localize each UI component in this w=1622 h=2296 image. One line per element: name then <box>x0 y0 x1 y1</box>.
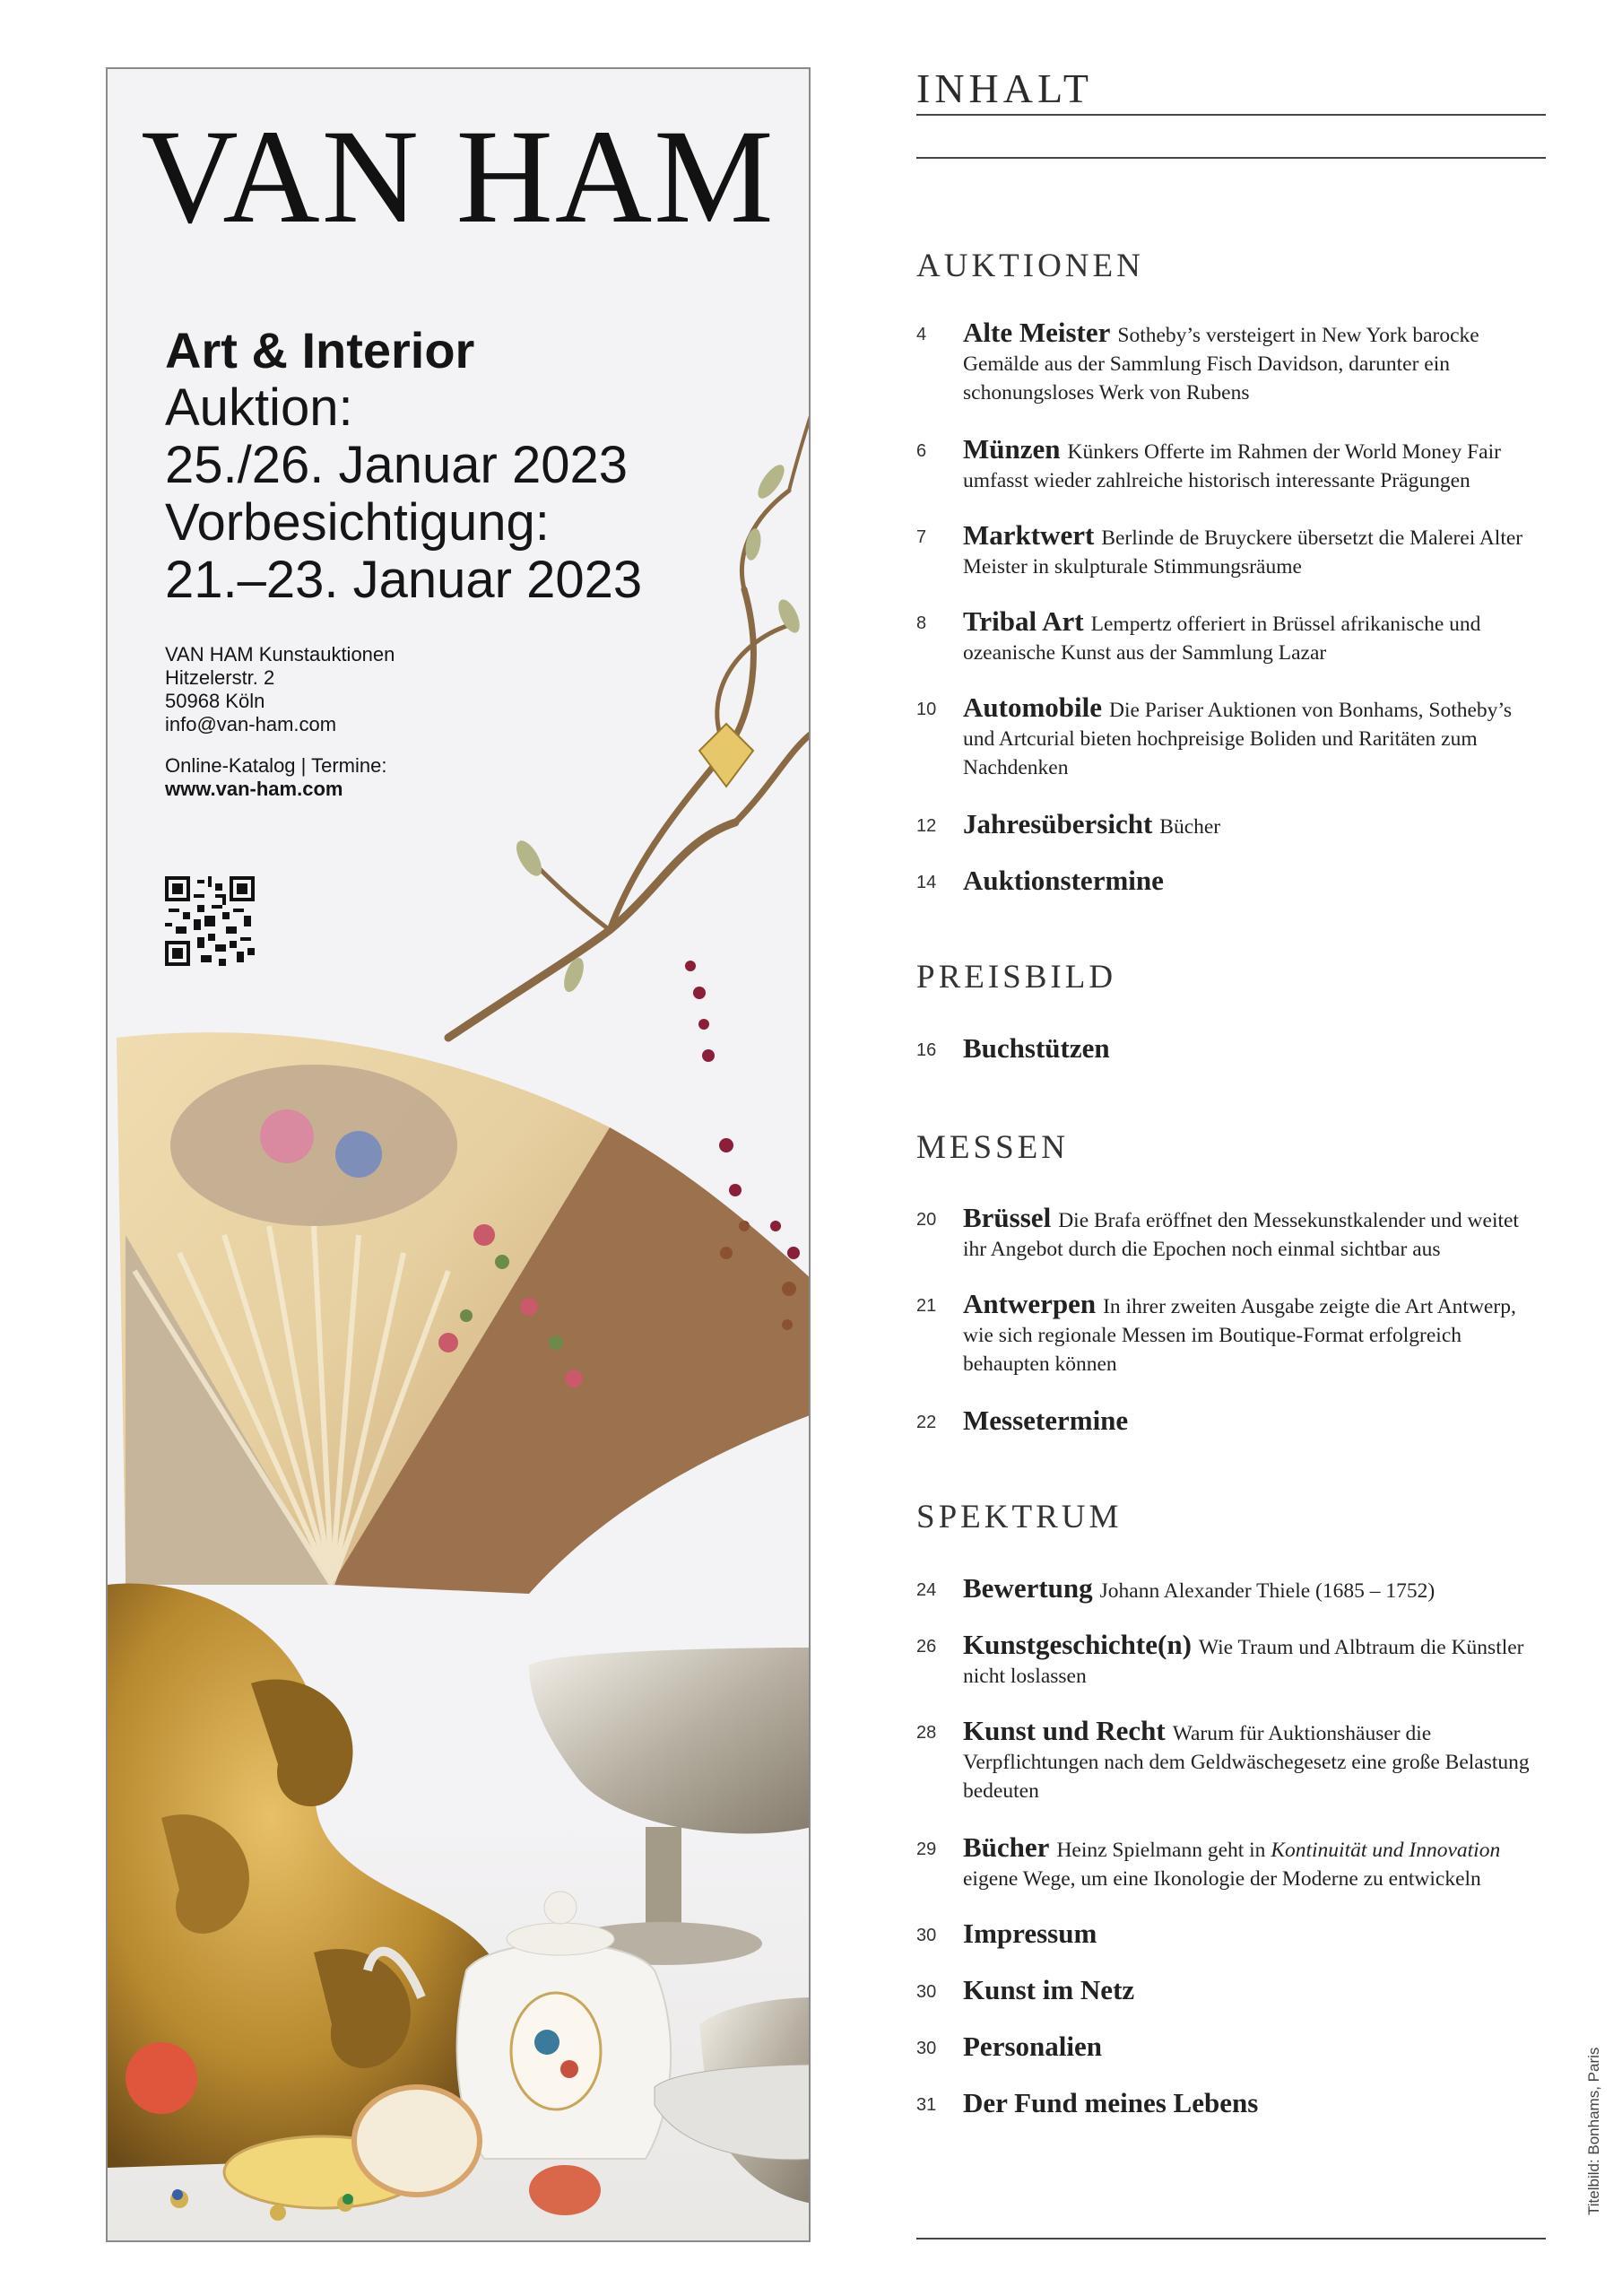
page-number: 12 <box>916 816 937 836</box>
company-name: VAN HAM Kunstauktionen <box>165 643 395 665</box>
bottom-rule <box>916 2238 1546 2239</box>
page-number: 6 <box>916 441 927 461</box>
entry-heading: Münzen <box>963 433 1061 465</box>
ad-text-block <box>165 322 642 801</box>
toc-entry[interactable] <box>916 1976 1546 2007</box>
preview-dates: 21.–23. Januar 2023 <box>165 551 643 609</box>
entry-description: Die Brafa eröffnet den Messekunstkalender und weitet ihr Angebot durch die Epochen noch einmal sichtbar aus <box>963 1209 1519 1261</box>
street-address: Hitzelerstr. 2 <box>165 666 275 689</box>
preview-label: Vorbesichtigung: <box>165 493 550 552</box>
title-rule-top <box>916 114 1546 116</box>
toc-entry[interactable] <box>916 2032 1546 2064</box>
ad-online <box>165 754 642 801</box>
toc-entry[interactable] <box>916 1574 1546 1605</box>
entry-heading: Kunst und Recht <box>963 1715 1166 1746</box>
toc-entry[interactable] <box>916 1204 1546 1264</box>
entry-heading: Impressum <box>963 1918 1097 1949</box>
page-number: 29 <box>916 1839 937 1859</box>
coral-ornament <box>126 2042 197 2114</box>
photo-credit: Titelbild: Bonhams, Paris <box>1585 2047 1602 2215</box>
advertisement-panel <box>106 67 811 2242</box>
entry-heading: Tribal Art <box>963 605 1084 637</box>
toc-entry[interactable] <box>916 318 1546 407</box>
toc-entry[interactable] <box>916 1833 1546 1893</box>
online-catalog-label: Online-Katalog | Termine: <box>165 754 387 777</box>
entry-heading: Auktionstermine <box>963 865 1164 896</box>
page-number: 24 <box>916 1580 937 1600</box>
page-number: 14 <box>916 873 937 892</box>
page-number: 21 <box>916 1296 937 1316</box>
toc-entry[interactable] <box>916 1631 1546 1691</box>
entry-description-end: eigene Wege, um eine Ikonologie der Moderne zu entwickeln <box>963 1867 1481 1891</box>
section-title-messen: MESSEN <box>916 1129 1069 1166</box>
entry-description: Sotheby’s versteigert in New York barocke Gemälde aus der Sammlung Fisch Davidson, darunter ein schonungsloses Werk von Rubens <box>963 324 1479 404</box>
entry-heading: Bücher <box>963 1831 1050 1863</box>
entry-description: Bücher <box>1159 815 1221 839</box>
tortoise-brooch <box>529 2165 601 2215</box>
page-number: 8 <box>916 613 927 633</box>
entry-description: Berlinde de Bruyckere übersetzt die Malerei Alter Meister in skulpturale Stimmungsräume <box>963 526 1523 578</box>
entry-heading: Kunst im Netz <box>963 1974 1135 2005</box>
toc-entry[interactable] <box>916 1406 1546 1438</box>
page-number: 22 <box>916 1413 937 1432</box>
snuff-box <box>354 2087 480 2195</box>
toc-entry[interactable] <box>916 435 1546 495</box>
page-number: 28 <box>916 1723 937 1743</box>
qr-code-icon[interactable] <box>165 876 255 966</box>
entry-description: Lempertz offeriert in Brüssel afrikanische und ozeanische Kunst aus der Sammlung Lazar <box>963 613 1481 665</box>
entry-heading: Personalien <box>963 2031 1102 2062</box>
entry-description-start: Heinz Spielmann geht in <box>1056 1839 1266 1862</box>
entry-heading: Der Fund meines Lebens <box>963 2087 1259 2118</box>
section-title-auktionen: AUKTIONEN <box>916 248 1144 284</box>
entry-description: In ihrer zweiten Ausgabe zeigte die Art Antwerp, wie sich regionale Messen im Boutique-Format erfolgreich behaupten können <box>963 1295 1516 1376</box>
entry-heading: Buchstützen <box>963 1032 1110 1064</box>
entry-heading: Brüssel <box>963 1202 1052 1233</box>
page-number: 7 <box>916 527 927 547</box>
painted-fan <box>117 1032 811 1594</box>
toc-entry[interactable] <box>916 607 1546 667</box>
page-number: 4 <box>916 325 927 344</box>
entry-heading: Bewertung <box>963 1572 1093 1604</box>
toc-entry[interactable] <box>916 1290 1546 1378</box>
contents-title: INHALT <box>916 65 1093 111</box>
entry-heading: Jahresübersicht <box>963 808 1153 839</box>
toc-entry[interactable] <box>916 521 1546 581</box>
page-number: 30 <box>916 1982 937 2002</box>
van-ham-logo: VAN HAM <box>141 102 776 251</box>
section-title-spektrum: SPEKTRUM <box>916 1499 1123 1535</box>
toc-entry[interactable] <box>916 1919 1546 1951</box>
entry-description: Die Pariser Auktionen von Bonhams, Sotheby’s und Artcurial bieten hochpreisige Boliden und Raritäten zum Nachdenken <box>963 699 1513 779</box>
section-title-preisbild: PREISBILD <box>916 959 1117 996</box>
auction-dates: 25./26. Januar 2023 <box>165 436 628 494</box>
page-number: 16 <box>916 1040 937 1060</box>
email-address[interactable]: info@van-ham.com <box>165 713 337 735</box>
toc-entry[interactable] <box>916 866 1546 898</box>
website-link[interactable]: www.van-ham.com <box>165 778 343 800</box>
entry-heading: Antwerpen <box>963 1288 1097 1319</box>
entry-description: Johann Alexander Thiele (1685 – 1752) <box>1099 1579 1436 1603</box>
city-address: 50968 Köln <box>165 690 265 712</box>
toc-entry[interactable] <box>916 2089 1546 2120</box>
page-number: 30 <box>916 2039 937 2058</box>
toc-entry[interactable] <box>916 1717 1546 1805</box>
title-rule-bottom <box>916 157 1546 159</box>
entry-heading: Alte Meister <box>963 317 1111 348</box>
page-number: 31 <box>916 2095 937 2115</box>
entry-description: Künkers Offerte im Rahmen der World Money Fair umfasst wieder zahlreiche historisch interessante Prägungen <box>963 440 1501 492</box>
ad-address <box>165 643 642 736</box>
toc-entry[interactable] <box>916 693 1546 782</box>
entry-heading: Marktwert <box>963 519 1095 551</box>
auction-label: Auktion: <box>165 378 353 437</box>
toc-entry[interactable] <box>916 1034 1546 1065</box>
page-number: 10 <box>916 700 937 719</box>
entry-description: Warum für Auktionshäuser die Verpflichtungen nach dem Geldwäschegesetz eine große Belastung bedeuten <box>963 1722 1530 1803</box>
page-number: 26 <box>916 1637 937 1657</box>
page-number: 20 <box>916 1210 937 1230</box>
entry-description: Wie Traum und Albtraum die Künstler nicht loslassen <box>963 1636 1524 1688</box>
toc-entry[interactable] <box>916 810 1546 841</box>
entry-heading: Kunstgeschichte(n) <box>963 1629 1192 1660</box>
ad-headline: Art & Interior <box>165 322 475 378</box>
book-title: Kontinuität und Innovation <box>1271 1839 1501 1862</box>
entry-heading: Automobile <box>963 691 1102 723</box>
page-number: 30 <box>916 1926 937 1945</box>
entry-heading: Messetermine <box>963 1405 1129 1436</box>
